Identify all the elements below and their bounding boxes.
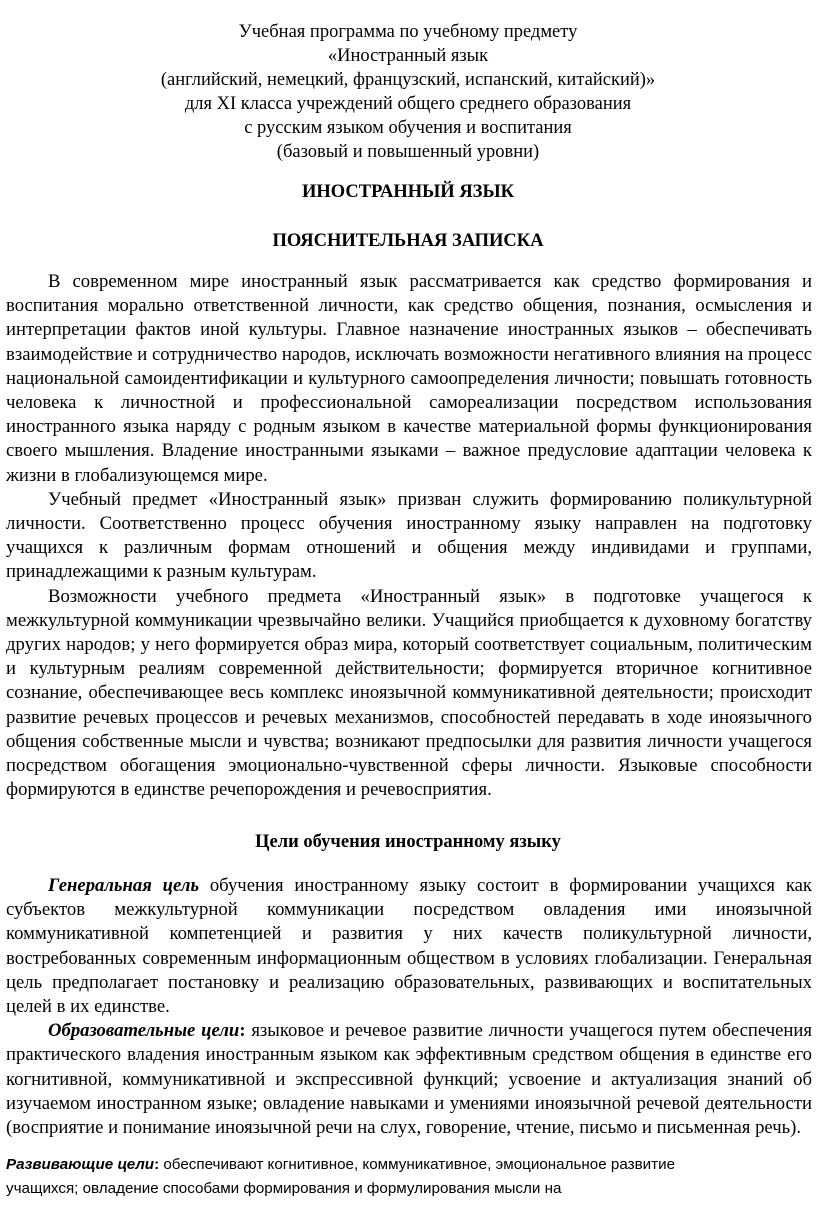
- educational-goals-colon: :: [239, 1020, 246, 1042]
- developing-goals-text-1: обеспечивают когнитивное, коммуникативное, эмоциональное развитие: [159, 1156, 676, 1173]
- educational-goals-term: Образовательные цели: [48, 1020, 240, 1042]
- developing-goals-line-2: учащихся; овладение способами формирования и формулирования мысли на: [6, 1180, 562, 1197]
- developing-goals-line-1: [6, 1153, 812, 1177]
- header-line-5: с русским языком обучения и воспитания: [244, 118, 572, 138]
- intro-paragraph-3: Возможности учебного предмета «Иностранный язык» в подготовке учащегося к межкультурной коммуникации чрезвычайно велики. Учащийся приобщается к духовному богатству других народов; у него формируется образ мира, который соответствует социальным, политическим и культурным реалиям современной действительности; формируется вторичное когнитивное сознание, обеспечивающее весь комплекс иноязычной коммуникативной деятельности; происходит развитие речевых процессов и речевых механизмов, способностей передавать в ходе иноязычного общения собственные мысли и чувства; возникают предпосылки для развития личности учащегося посредством обогащения эмоционально-чувственной сферы личности. Языковые способности формируются в единстве речепорождения и речевосприятия.: [6, 585, 812, 801]
- header-line-2: «Иностранный язык: [327, 46, 489, 66]
- goals-heading: Цели обучения иностранному языку: [255, 832, 561, 852]
- intro-paragraph-1: В современном мире иностранный язык рассматривается как средство формирования и воспитания морально ответственной личности, как средство общения, познания, осмысления и интерпретации фактов иной культуры. Главное назначение иностранных языков – обеспечивать взаимодействие и сотрудничество народов, исключать возможности негативного влияния на процесс национальной самоидентификации и культурного самоопределения личности; повышать готовность человека к личностной и профессиональной самореализации посредством использования иностранного языка наряду с родным языком в качестве материальной формы функционирования своего мышления. Владение иностранными языками – важное предусловие адаптации человека к жизни в глобализующемся мире.: [6, 271, 812, 486]
- header-line-6: (базовый и повышенный уровни): [276, 142, 540, 162]
- header-line-1: Учебная программа по учебному предмету: [238, 22, 578, 42]
- explanatory-note-heading: ПОЯСНИТЕЛЬНАЯ ЗАПИСКА: [272, 231, 544, 251]
- intro-paragraph-2: Учебный предмет «Иностранный язык» призван служить формированию поликультурной личности. Соответственно процесс обучения иностранному языку направлен на подготовку учащихся к различным формам отношений и общения между индивидами и группами, принадлежащими к разным культурам.: [6, 488, 812, 583]
- goals-body: [6, 874, 812, 1140]
- document-title: ИНОСТРАННЫЙ ЯЗЫК: [301, 182, 515, 202]
- general-goal-paragraph: [6, 874, 812, 1019]
- general-goal-text: обучения иностранному языку состоит в формировании учащихся как субъектов межкультурной коммуникации посредством овладения ими иноязычной коммуникативной компетенцией и развития у них качеств поликультурной личности, востребованных современным информационным обществом в условиях глобализации. Генеральная цель предполагает постановку и реализацию образовательных, развивающих и воспитательных целей в их единстве.: [6, 875, 812, 1018]
- developing-goals-colon: :: [154, 1156, 160, 1173]
- explanatory-note-body: [6, 270, 812, 802]
- program-header: [0, 20, 816, 164]
- educational-goals-text: языковое и речевое развитие личности учащегося путем обеспечения практического владения иностранным языком как эффективным средством общения в единстве его когнитивной, коммуникативной и экспрессивной функций; усвоение и актуализация знаний об изучаемом иностранном языке; овладение навыками и умениями иноязычной речевой деятельности (восприятие и понимание иноязычной речи на слух, говорение, чтение, письмо и письменная речь).: [6, 1020, 812, 1139]
- header-line-4: для XI класса учреждений общего среднего образования: [184, 94, 632, 114]
- educational-goals-paragraph: [6, 1019, 812, 1140]
- developing-goals-term: Развивающие цели: [6, 1156, 155, 1173]
- general-goal-term: Генеральная цель: [48, 875, 200, 896]
- developing-goals-paragraph: [6, 1153, 812, 1201]
- header-line-3: (английский, немецкий, французский, испанский, китайский)»: [160, 70, 656, 90]
